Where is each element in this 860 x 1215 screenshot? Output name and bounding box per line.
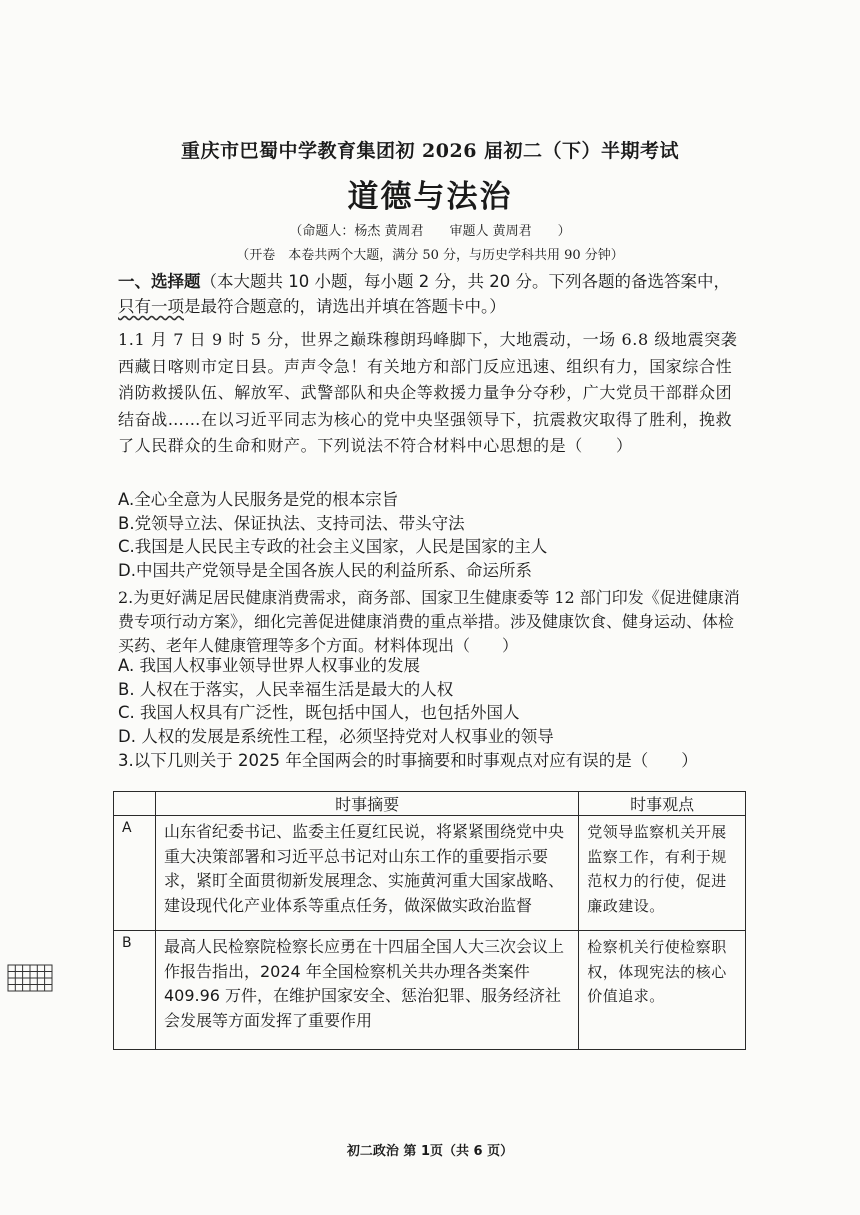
header-empty [114,792,156,816]
news-table [113,791,746,1050]
option-d: D. 人权的发展是系统性工程，必须坚持党对人权事业的领导 [118,726,554,746]
table-row [114,931,746,1050]
question-3-stem: 3.以下几则关于 2025 年全国两会的时事摘要和时事观点对应有误的是（ ） [118,751,698,770]
option-c: C.我国是人民民主专政的社会主义国家，人民是国家的主人 [118,537,548,556]
header-summary: 时事摘要 [155,792,578,816]
row-letter: A [114,816,156,931]
question-1-stem: 1.1 月 7 日 9 时 5 分，世界之巅珠穆朗玛峰脚下，大地震动，一场 6.8 级地震突袭西藏日喀则市定日县。声声令急！有关地方和部门反应迅速、组织有力，国家综合性消防救援队伍、解放军、武警部队和央企等救援力量争分夺秒，广大党员干部群众团结奋战……在以习近平同志为核心的党中央坚强领导下，抗震救灾取得了胜利，挽救了人民群众的生命和财产。下列说法不符合材料中心思想的是（ ） [118,330,738,455]
section-desc-rest: 是最符合题意的，请选出并填在答题卡中。） [184,297,506,316]
table-row [114,816,746,931]
section-1-heading [118,269,748,319]
row-summary: 最高人民检察院检察长应勇在十四届全国人大三次会议上作报告指出，2024 年全国检察机关共办理各类案件 409.96 万件，在维护国家安全、惩治犯罪、服务经济社会发展等方面发挥了重要作用 [155,931,578,1050]
exam-info-line: （开卷 本卷共两个大题，满分 50 分，与历史学科共用 90 分钟） [236,248,624,263]
row-view: 检察机关行使检察职权，体现宪法的核心价值追求。 [579,931,746,1050]
row-letter: B [114,931,156,1050]
row-summary: 山东省纪委书记、监委主任夏红民说，将紧紧围绕党中央重大决策部署和习近平总书记对山东工作的重要指示要求，紧盯全面贯彻新发展理念、实施黄河重大国家战略、建设现代化产业体系等重点任务，做深做实政治监督 [155,816,578,931]
question-1-options [118,488,547,582]
exam-title: 重庆市巴蜀中学教育集团初 2026 届初二（下）半期考试 [180,140,680,162]
authors-line: （命题人：杨杰 黄周君 审题人 黄周君 ） [289,224,571,239]
option-a: A.全心全意为人民服务是党的根本宗旨 [118,490,399,509]
section-emphasis: 只有一项 [118,297,184,316]
option-b: B.党领导立法、保证执法、支持司法、带头守法 [118,513,465,533]
option-a: A. 我国人权事业领导世界人权事业的发展 [118,656,420,675]
section-desc: （本大题共 10 小题，每小题 2 分，共 20 分。下列各题的备选答案中， [200,272,730,291]
subject-title: 道德与法治 [347,179,513,215]
question-2-options [118,654,554,748]
table-header-row [114,792,746,816]
header-view: 时事观点 [579,792,746,816]
section-label: 一、选择题 [118,272,201,291]
page-footer: 初二政治 第 1页（共 6 页） [346,1144,514,1159]
option-c: C. 我国人权具有广泛性，既包括中国人，也包括外国人 [118,703,520,722]
question-2-stem: 2.为更好满足居民健康消费需求，商务部、国家卫生健康委等 12 部门印发《促进健康消费专项行动方案》，细化完善促进健康消费的重点举措。涉及健康饮食、健身运动、体检买药、老年人健康管理等多个方面。材料体现出（ ） [118,588,740,655]
grid-mark-icon [6,963,56,995]
option-b: B. 人权在于落实，人民幸福生活是最大的人权 [118,679,454,699]
row-view: 党领导监察机关开展监察工作，有利于规范权力的行使，促进廉政建设。 [579,816,746,931]
option-d: D.中国共产党领导是全国各族人民的利益所系、命运所系 [118,560,532,580]
